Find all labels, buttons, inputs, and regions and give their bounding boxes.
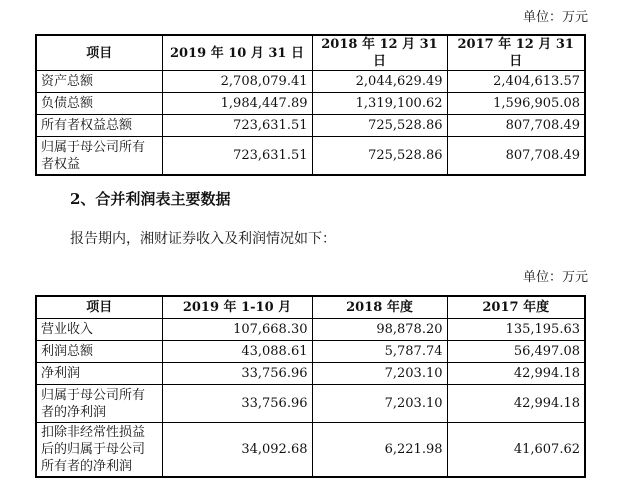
cell-value: 725,528.86 (312, 137, 447, 176)
cell-value: 2,044,629.49 (312, 71, 447, 93)
column-header-period: 2017 年度 (447, 296, 585, 319)
cell-value: 2,708,079.41 (162, 71, 312, 93)
cell-value: 7,203.10 (312, 363, 447, 385)
cell-value: 807,708.49 (447, 115, 585, 137)
cell-value: 43,088.61 (162, 341, 312, 363)
cell-value: 34,092.68 (162, 423, 312, 478)
cell-value: 2,404,613.57 (447, 71, 585, 93)
cell-value: 6,221.98 (312, 423, 447, 478)
table-header-row (36, 35, 585, 71)
table-row (36, 115, 585, 137)
table-row (36, 341, 585, 363)
cell-value: 725,528.86 (312, 115, 447, 137)
column-header-date: 2018 年 12 月 31 日 (312, 35, 447, 71)
row-label: 归属于母公司所有者权益 (36, 137, 162, 176)
row-label: 净利润 (36, 363, 162, 385)
cell-value: 41,607.62 (447, 423, 585, 478)
cell-value: 1,984,447.89 (162, 93, 312, 115)
row-label: 利润总额 (36, 341, 162, 363)
column-header-item: 项目 (36, 296, 162, 319)
row-label: 归属于母公司所有者的净利润 (36, 385, 162, 423)
cell-value: 723,631.51 (162, 137, 312, 176)
column-header-date: 2017 年 12 月 31 日 (447, 35, 585, 71)
unit-label: 单位：万元 (522, 10, 588, 25)
section-title: 2、合并利润表主要数据 (70, 190, 231, 208)
row-label: 所有者权益总额 (36, 115, 162, 137)
table-row (36, 423, 585, 478)
table-row (36, 363, 585, 385)
unit-label: 单位：万元 (522, 270, 588, 285)
intro-paragraph: 报告期内，湘财证券收入及利润情况如下： (70, 231, 336, 247)
table-row (36, 93, 585, 115)
income-statement-table (35, 295, 586, 478)
row-label: 负债总额 (36, 93, 162, 115)
row-label: 营业收入 (36, 319, 162, 341)
column-header-period: 2019 年 1-10 月 (162, 296, 312, 319)
column-header-period: 2018 年度 (312, 296, 447, 319)
column-header-item: 项目 (36, 35, 162, 71)
cell-value: 723,631.51 (162, 115, 312, 137)
row-label: 扣除非经常性损益后的归属于母公司所有者的净利润 (36, 423, 162, 478)
table-row (36, 319, 585, 341)
row-label: 资产总额 (36, 71, 162, 93)
table-row (36, 385, 585, 423)
cell-value: 33,756.96 (162, 363, 312, 385)
cell-value: 98,878.20 (312, 319, 447, 341)
cell-value: 107,668.30 (162, 319, 312, 341)
table-row (36, 71, 585, 93)
table-row (36, 137, 585, 176)
cell-value: 42,994.18 (447, 385, 585, 423)
cell-value: 1,319,100.62 (312, 93, 447, 115)
cell-value: 1,596,905.08 (447, 93, 585, 115)
cell-value: 7,203.10 (312, 385, 447, 423)
cell-value: 42,994.18 (447, 363, 585, 385)
cell-value: 135,195.63 (447, 319, 585, 341)
table-header-row (36, 296, 585, 319)
cell-value: 5,787.74 (312, 341, 447, 363)
cell-value: 807,708.49 (447, 137, 585, 176)
cell-value: 33,756.96 (162, 385, 312, 423)
cell-value: 56,497.08 (447, 341, 585, 363)
column-header-date: 2019 年 10 月 31 日 (162, 35, 312, 71)
balance-sheet-table (35, 34, 586, 176)
